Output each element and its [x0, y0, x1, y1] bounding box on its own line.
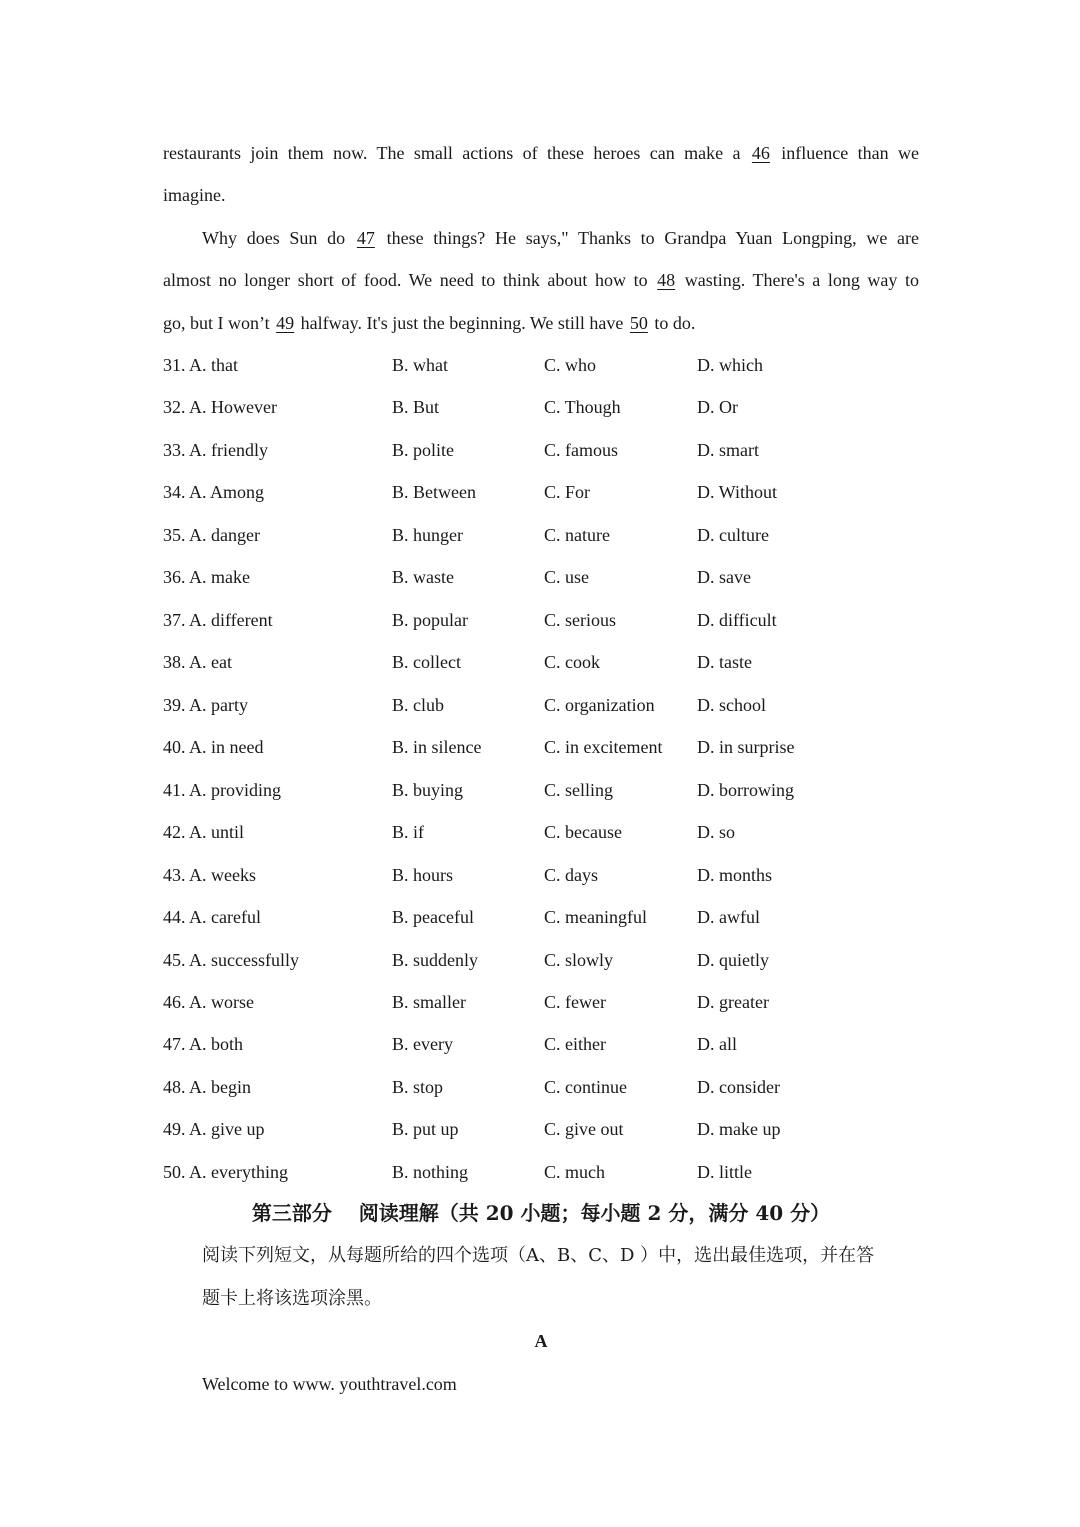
option-d: D. borrowing: [697, 780, 794, 800]
option-d: D. school: [697, 695, 766, 715]
option-a: 38. A. eat: [163, 652, 232, 672]
question-row: [163, 990, 923, 1014]
option-c: C. famous: [544, 440, 618, 460]
question-row: [163, 778, 923, 802]
option-b: B. popular: [392, 610, 468, 630]
option-b: B. buying: [392, 780, 464, 800]
option-b: B. every: [392, 1034, 453, 1054]
option-d: D. little: [697, 1162, 752, 1182]
passage-text: to do.: [654, 313, 696, 333]
option-d: D. Or: [697, 397, 738, 417]
option-b: B. suddenly: [392, 950, 479, 970]
option-d: D. save: [697, 567, 751, 587]
option-d: D. which: [697, 355, 763, 375]
option-d: D. consider: [697, 1077, 780, 1097]
option-d: D. difficult: [697, 610, 777, 630]
option-c: C. fewer: [544, 992, 606, 1012]
option-a: 33. A. friendly: [163, 440, 268, 460]
question-row: [163, 1117, 923, 1141]
question-row: [163, 565, 923, 589]
question-row: [163, 438, 923, 462]
option-c: C. much: [544, 1162, 605, 1182]
passage-text: Why does Sun do: [202, 228, 346, 248]
option-b: B. stop: [392, 1077, 444, 1097]
option-d: D. greater: [697, 992, 769, 1012]
option-d: D. awful: [697, 907, 760, 927]
option-b: B. what: [392, 355, 448, 375]
option-a: 36. A. make: [163, 567, 250, 587]
question-row: [163, 863, 923, 887]
option-a: 45. A. successfully: [163, 950, 299, 970]
option-d: D. culture: [697, 525, 769, 545]
passage-text: restaurants join them now. The small actions of these heroes can make a: [163, 143, 741, 163]
blank-49: 49: [276, 313, 295, 333]
section-heading: 第三部分 阅读理解（共 20 小题；每小题 2 分，满分 40 分）: [251, 1201, 831, 1225]
option-a: 44. A. careful: [163, 907, 261, 927]
blank-50: 50: [629, 313, 648, 333]
option-a: 50. A. everything: [163, 1162, 288, 1182]
option-b: B. nothing: [392, 1162, 469, 1182]
option-c: C. days: [544, 865, 598, 885]
option-d: D. quietly: [697, 950, 769, 970]
option-c: C. cook: [544, 652, 600, 672]
option-b: B. hours: [392, 865, 454, 885]
option-c: C. slowly: [544, 950, 614, 970]
question-row: [163, 650, 923, 674]
option-c: C. either: [544, 1034, 606, 1054]
option-a: 34. A. Among: [163, 482, 265, 502]
passage-line-4: [163, 268, 919, 292]
option-a: 35. A. danger: [163, 525, 260, 545]
passage-letter: A: [534, 1331, 548, 1351]
option-b: B. put up: [392, 1119, 459, 1139]
option-c: C. For: [544, 482, 591, 502]
question-row: [163, 353, 923, 377]
option-d: D. Without: [697, 482, 777, 502]
option-c: C. give out: [544, 1119, 624, 1139]
option-c: C. serious: [544, 610, 616, 630]
question-row: [163, 480, 923, 504]
option-a: 31. A. that: [163, 355, 238, 375]
option-b: B. polite: [392, 440, 454, 460]
option-d: D. all: [697, 1034, 737, 1054]
passage-line-3: [202, 226, 919, 250]
blank-48: 48: [657, 270, 676, 290]
passage-text: go, but I won’t: [163, 313, 270, 333]
option-a: 43. A. weeks: [163, 865, 256, 885]
blank-46: 46: [751, 143, 770, 163]
question-row: [163, 735, 923, 759]
passage-text: wasting. There's a long way to: [684, 270, 920, 290]
question-row: [163, 523, 923, 547]
option-b: B. in silence: [392, 737, 482, 757]
option-c: C. selling: [544, 780, 614, 800]
option-a: 48. A. begin: [163, 1077, 251, 1097]
option-b: B. waste: [392, 567, 454, 587]
option-c: C. meaningful: [544, 907, 647, 927]
option-b: B. if: [392, 822, 425, 842]
passage-text: these things? He says," Thanks to Grandpa Yuan Longping, we are: [386, 228, 920, 248]
question-row: [163, 1075, 923, 1099]
option-a: 47. A. both: [163, 1034, 244, 1054]
option-c: C. continue: [544, 1077, 627, 1097]
passage-text: almost no longer short of food. We need to think about how to: [163, 270, 648, 290]
option-c: C. nature: [544, 525, 610, 545]
instruction-line-1: 阅读下列短文，从每题所给的四个选项（A、B、C、D ）中，选出最佳选项，并在答: [202, 1245, 875, 1266]
option-d: D. make up: [697, 1119, 781, 1139]
question-row: [163, 693, 923, 717]
option-c: C. who: [544, 355, 597, 375]
question-row: [163, 948, 923, 972]
option-b: B. smaller: [392, 992, 466, 1012]
option-c: C. Though: [544, 397, 621, 417]
option-b: B. hunger: [392, 525, 463, 545]
option-d: D. taste: [697, 652, 752, 672]
option-b: B. collect: [392, 652, 461, 672]
option-a: 32. A. However: [163, 397, 277, 417]
option-c: C. because: [544, 822, 622, 842]
passage-line-1: [163, 141, 919, 165]
option-a: 39. A. party: [163, 695, 248, 715]
option-a: 40. A. in need: [163, 737, 264, 757]
passage-text: influence than we: [781, 143, 919, 163]
option-a: 46. A. worse: [163, 992, 254, 1012]
option-b: B. club: [392, 695, 444, 715]
question-row: [163, 395, 923, 419]
option-b: B. But: [392, 397, 440, 417]
option-d: D. months: [697, 865, 773, 885]
option-c: C. organization: [544, 695, 655, 715]
option-c: C. use: [544, 567, 589, 587]
option-b: B. Between: [392, 482, 476, 502]
question-row: [163, 820, 923, 844]
question-row: [163, 1032, 923, 1056]
passage-line-2: imagine.: [163, 185, 226, 205]
question-row: [163, 905, 923, 929]
passage-line-5: [163, 311, 919, 335]
option-a: 42. A. until: [163, 822, 245, 842]
blank-47: 47: [356, 228, 375, 248]
instruction-line-2: 题卡上将该选项涂黑。: [202, 1288, 382, 1309]
option-a: 41. A. providing: [163, 780, 282, 800]
option-a: 37. A. different: [163, 610, 273, 630]
option-c: C. in excitement: [544, 737, 663, 757]
option-d: D. in surprise: [697, 737, 795, 757]
passage-text: halfway. It's just the beginning. We still have: [300, 313, 624, 333]
question-row: [163, 608, 923, 632]
option-d: D. so: [697, 822, 736, 842]
welcome-line: Welcome to www. youthtravel.com: [202, 1374, 457, 1394]
option-d: D. smart: [697, 440, 759, 460]
option-b: B. peaceful: [392, 907, 474, 927]
question-row: [163, 1160, 923, 1184]
option-a: 49. A. give up: [163, 1119, 265, 1139]
